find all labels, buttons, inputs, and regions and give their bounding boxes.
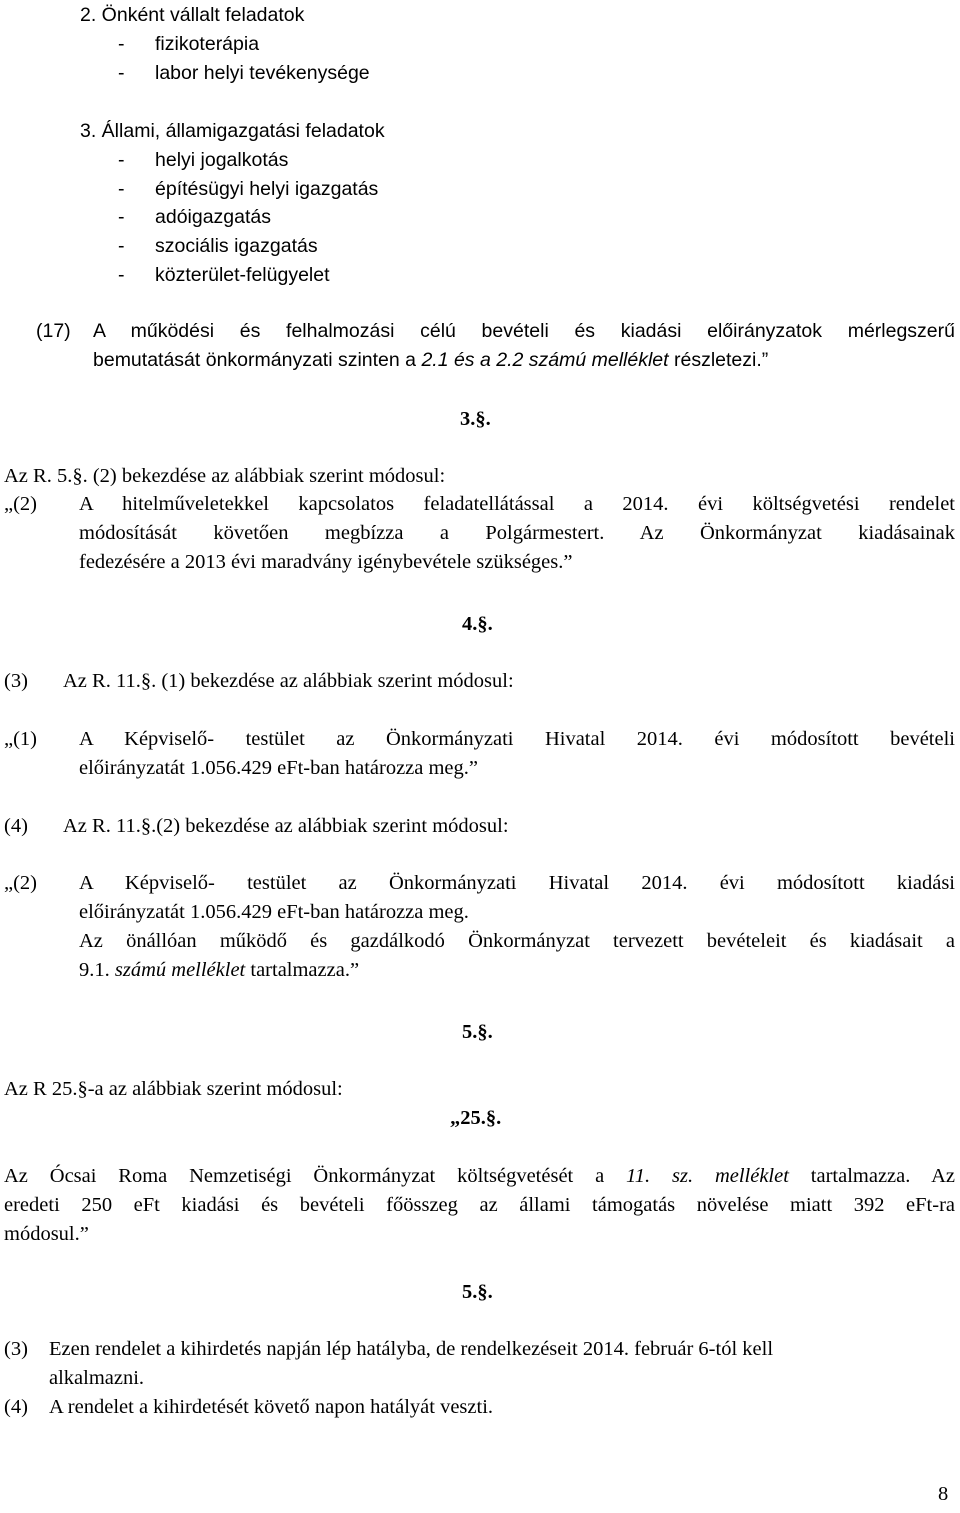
list-dash: -	[118, 62, 125, 84]
section-heading: 3.§.	[460, 408, 491, 430]
list-dash: -	[118, 149, 125, 171]
text: Az Ócsai Roma Nemzetiségi Önkormányzat költségvetését a	[4, 1165, 627, 1187]
list-dash: -	[118, 206, 125, 228]
list-item: adóigazgatás	[155, 206, 272, 228]
list-item: fizikoterápia	[155, 33, 260, 55]
text: tartalmazza. Az	[788, 1165, 955, 1187]
paragraph-line: A működési és felhalmozási célú bevételi és kiadási előirányzatok mérlegszerű	[93, 320, 955, 342]
paragraph-line	[4, 1166, 955, 1187]
section-2-title: 2. Önként vállalt feladatok	[80, 4, 305, 26]
paragraph-number: (17)	[36, 320, 71, 342]
list-dash: -	[118, 33, 125, 55]
list-item: építésügyi helyi igazgatás	[155, 178, 379, 200]
amendment-intro: Az R. 11.§.(2) bekezdése az alábbiak szerint módosul:	[63, 815, 509, 837]
paragraph-line: módosítását követően megbízza a Polgármestert. Az Önkormányzat kiadásainak	[79, 522, 955, 544]
paragraph-line	[93, 351, 768, 371]
page-number: 8	[938, 1483, 949, 1505]
italic-reference: 11. sz. melléklet	[626, 1165, 789, 1187]
text: bemutatását önkormányzati szinten a	[93, 349, 422, 371]
section-heading: 5.§.	[462, 1281, 493, 1303]
text: tartalmazza.”	[245, 959, 360, 981]
paragraph-line: fedezésére a 2013 évi maradvány igénybevétele szükséges.”	[79, 551, 573, 573]
paragraph-line: eredeti 250 eFt kiadási és bevételi főösszeg az állami támogatás növelése miatt 392 eFt-ra	[4, 1194, 955, 1216]
paragraph-number: „(1)	[4, 728, 38, 750]
section-heading: 4.§.	[462, 613, 493, 635]
paragraph-line	[79, 960, 359, 981]
list-item: közterület-felügyelet	[155, 264, 330, 286]
list-dash: -	[118, 235, 125, 257]
italic-reference: 2.1 és a 2.2 számú melléklet	[421, 349, 669, 371]
paragraph-number: (3)	[4, 670, 28, 692]
paragraph-line: alkalmazni.	[49, 1367, 145, 1389]
paragraph-line: előirányzatát 1.056.429 eFt-ban határozza meg.”	[79, 757, 479, 779]
paragraph-line: A Képviselő- testület az Önkormányzati Hivatal 2014. évi módosított bevételi	[79, 728, 955, 750]
italic-reference: számú melléklet	[114, 959, 246, 981]
list-item: helyi jogalkotás	[155, 149, 289, 171]
list-item: szociális igazgatás	[155, 235, 318, 257]
paragraph-line: A Képviselő- testület az Önkormányzati Hivatal 2014. évi módosított kiadási	[79, 872, 955, 894]
sub-heading: „25.§.	[450, 1107, 502, 1129]
paragraph-line: A rendelet a kihirdetését követő napon hatályát veszti.	[49, 1396, 494, 1418]
paragraph-number: (4)	[4, 1396, 28, 1418]
list-item: labor helyi tevékenysége	[155, 62, 370, 84]
paragraph-line: Ezen rendelet a kihirdetés napján lép hatályba, de rendelkezéseit 2014. február 6-tól kell	[49, 1338, 774, 1360]
section-heading: 5.§.	[462, 1021, 493, 1043]
list-dash: -	[118, 178, 125, 200]
amendment-intro: Az R 25.§-a az alábbiak szerint módosul:	[4, 1078, 343, 1100]
paragraph-number: „(2)	[4, 872, 38, 894]
paragraph-line: A hitelműveletekkel kapcsolatos feladatellátással a 2014. évi költségvetési rendelet	[79, 493, 955, 515]
paragraph-number: (4)	[4, 815, 28, 837]
text: részletezi.”	[668, 349, 769, 371]
amendment-intro: Az R. 11.§. (1) bekezdése az alábbiak szerint módosul:	[63, 670, 514, 692]
paragraph-number: (3)	[4, 1338, 28, 1360]
section-3-title: 3. Állami, államigazgatási feladatok	[80, 120, 385, 142]
paragraph-line: Az önállóan működő és gazdálkodó Önkormányzat tervezett bevételeit és kiadásait a	[79, 930, 955, 952]
paragraph-number: „(2)	[4, 493, 38, 515]
paragraph-line: módosul.”	[4, 1223, 89, 1245]
text: 9.1.	[79, 959, 115, 981]
paragraph-line: előirányzatát 1.056.429 eFt-ban határozza meg.	[79, 901, 469, 923]
list-dash: -	[118, 264, 125, 286]
amendment-intro: Az R. 5.§. (2) bekezdése az alábbiak szerint módosul:	[4, 465, 446, 487]
